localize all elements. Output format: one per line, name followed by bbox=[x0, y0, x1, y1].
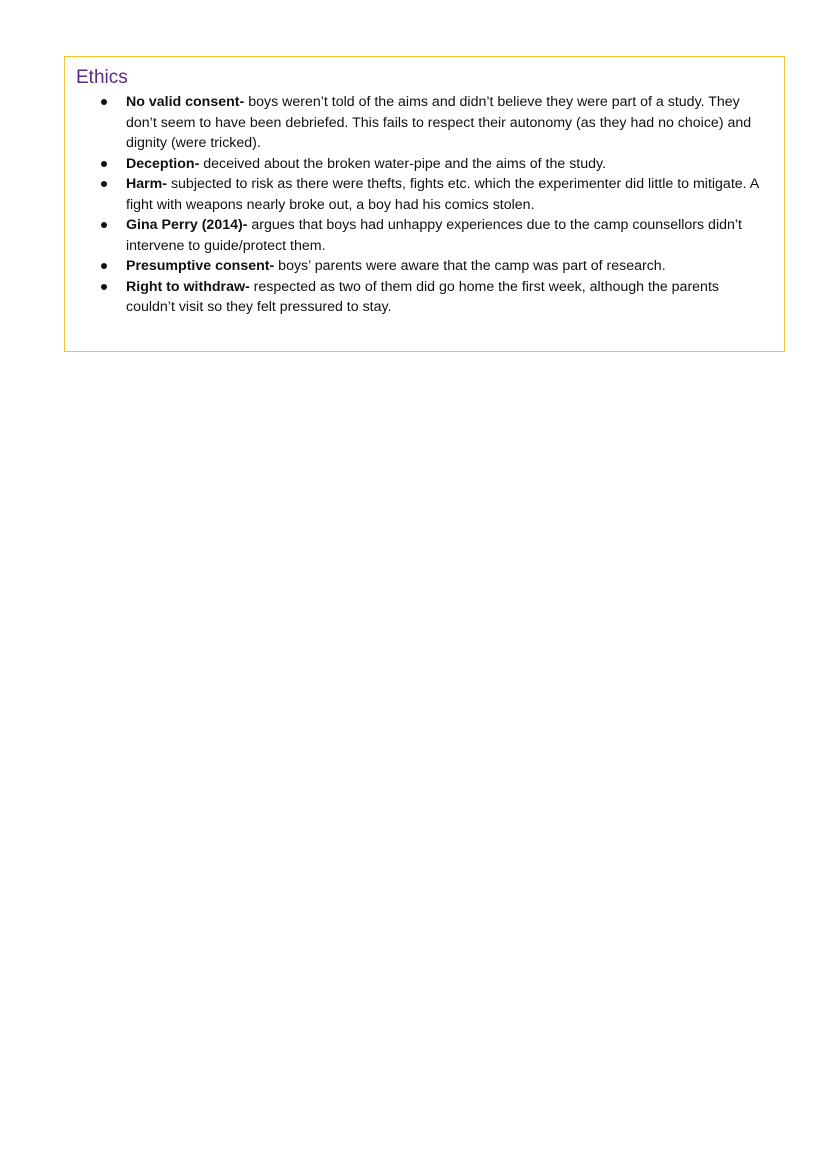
ethics-bullet-list bbox=[65, 92, 784, 318]
list-item bbox=[65, 277, 784, 318]
bullet-text: boys’ parents were aware that the camp was part of research. bbox=[274, 258, 666, 274]
bullet-term: Right to withdraw- bbox=[126, 278, 250, 295]
bullet-term: Deception- bbox=[126, 155, 200, 172]
bullet-term: Harm- bbox=[126, 176, 167, 192]
list-item bbox=[65, 92, 784, 154]
bullet-icon bbox=[101, 181, 107, 187]
section-title: Ethics bbox=[76, 67, 128, 88]
bullet-icon bbox=[101, 99, 107, 105]
list-item bbox=[65, 174, 784, 215]
bullet-icon bbox=[101, 284, 107, 290]
list-item bbox=[65, 215, 784, 256]
bullet-text: deceived about the broken water-pipe and the aims of the study. bbox=[199, 155, 607, 172]
bullet-text: subjected to risk as there were thefts, fights etc. which the experimenter did little to mitigate. A fight with weapons nearly broke out, a boy had his comics stolen. bbox=[126, 176, 759, 213]
bullet-term: No valid consent- bbox=[126, 94, 245, 110]
bullet-term: Presumptive consent- bbox=[126, 258, 275, 274]
bullet-term: Gina Perry (2014)- bbox=[126, 217, 248, 233]
bullet-icon bbox=[101, 161, 107, 167]
bullet-icon bbox=[101, 263, 107, 269]
list-item bbox=[65, 154, 784, 175]
bullet-text: respected as two of them did go home the first week, although the parents couldn’t visit so they felt pressured to stay. bbox=[126, 278, 719, 315]
ethics-box bbox=[64, 56, 785, 352]
bullet-text: boys weren’t told of the aims and didn’t believe they were part of a study. They don’t seem to have been debriefed. This fails to respect their autonomy (as they had no choice) and dignity (were tricked). bbox=[126, 94, 752, 151]
list-item bbox=[65, 256, 784, 277]
bullet-icon bbox=[101, 222, 107, 228]
bullet-text: argues that boys had unhappy experiences due to the camp counsellors didn’t intervene to guide/protect them. bbox=[126, 217, 742, 254]
